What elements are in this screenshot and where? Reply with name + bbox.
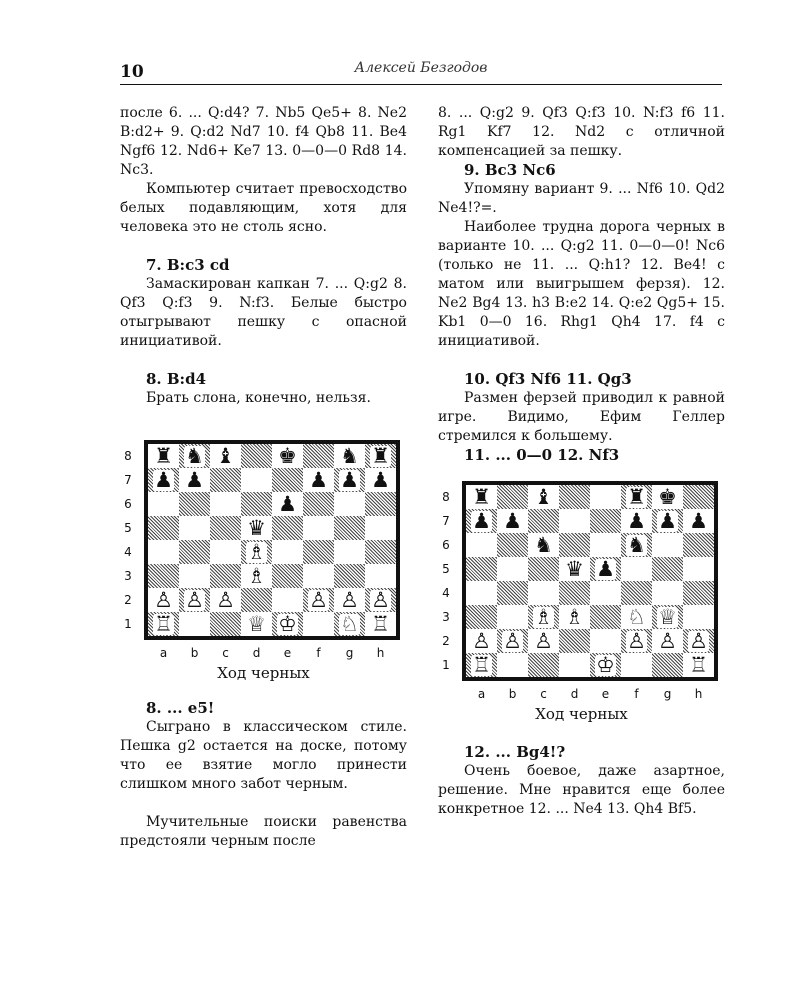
board-square — [590, 485, 621, 509]
board-square — [559, 509, 590, 533]
board-square — [528, 509, 559, 533]
left-column — [120, 104, 407, 851]
board-square — [652, 485, 683, 509]
board-square — [210, 516, 241, 540]
board-square — [497, 509, 528, 533]
move-heading: 12. ... Bg4!? — [464, 743, 566, 761]
chess-piece: ♙ — [216, 587, 235, 612]
board-square — [497, 605, 528, 629]
board-square — [365, 540, 396, 564]
board-square — [466, 557, 497, 581]
board-square — [241, 540, 272, 564]
board-square — [148, 468, 179, 492]
rank-label: 6 — [442, 538, 450, 552]
chess-piece: ♙ — [658, 628, 677, 653]
chess-piece: ♜ — [472, 484, 491, 509]
chess-piece: ♞ — [340, 443, 359, 468]
chess-piece: ♖ — [689, 652, 708, 677]
board-square — [621, 557, 652, 581]
board-square — [272, 516, 303, 540]
board-square — [210, 540, 241, 564]
file-label: h — [694, 687, 703, 701]
board-square — [179, 588, 210, 612]
board-square — [466, 485, 497, 509]
chess-piece: ♙ — [689, 628, 708, 653]
file-label: g — [345, 646, 354, 660]
board-square — [559, 629, 590, 653]
paragraph: Брать слона, конечно, нельзя. — [146, 390, 371, 406]
rank-label: 3 — [442, 610, 450, 624]
file-label: h — [376, 646, 385, 660]
file-label: f — [316, 646, 321, 660]
board-square — [683, 509, 714, 533]
rank-label: 5 — [442, 562, 450, 576]
board-square — [590, 533, 621, 557]
chess-piece: ♟ — [596, 556, 615, 581]
board-square — [272, 468, 303, 492]
right-column — [438, 104, 725, 819]
board-square — [652, 557, 683, 581]
board-square — [365, 516, 396, 540]
board-square — [148, 444, 179, 468]
chess-piece: ♔ — [596, 652, 615, 677]
board-square — [497, 533, 528, 557]
chess-piece: ♙ — [627, 628, 646, 653]
board-square — [303, 540, 334, 564]
diagram-caption: Ход черных — [217, 664, 310, 682]
file-label: c — [222, 646, 229, 660]
chess-piece: ♖ — [154, 611, 173, 636]
board-square — [179, 516, 210, 540]
board-square — [621, 533, 652, 557]
move-heading: 10. Qf3 Nf6 11. Qg3 — [464, 370, 632, 388]
rank-label: 4 — [442, 586, 450, 600]
chess-piece: ♜ — [627, 484, 646, 509]
paragraph: Замаскирован капкан 7. ... Q:g2 8. Qf3 Q:f3 9. N:f3. Белые быстро отыгрывают пешку с опасной инициативой. — [120, 276, 407, 349]
board-square — [365, 588, 396, 612]
file-label: d — [570, 687, 579, 701]
board-square — [528, 653, 559, 677]
chess-piece: ♞ — [627, 532, 646, 557]
board-square — [303, 588, 334, 612]
chess-diagram — [120, 438, 407, 664]
chess-piece: ♟ — [340, 467, 359, 492]
chess-piece: ♙ — [472, 628, 491, 653]
board-square — [621, 629, 652, 653]
paragraph: 8. ... Q:g2 9. Qf3 Q:f3 10. N:f3 f6 11. Rg1 Kf7 12. Nd2 с отличной компенсацией за пешку. — [438, 105, 725, 159]
board-square — [621, 485, 652, 509]
diagram-caption: Ход черных — [535, 705, 628, 723]
chess-piece: ♟ — [278, 491, 297, 516]
board-square — [559, 581, 590, 605]
chess-piece: ♙ — [503, 628, 522, 653]
paragraph: Очень боевое, даже азартное, решение. Мне нравится еще более конкретное 12. ... Ne4 13. Qh4 Bf5. — [438, 763, 725, 817]
board-square — [179, 444, 210, 468]
board-square — [559, 605, 590, 629]
file-label: b — [190, 646, 199, 660]
board-square — [365, 468, 396, 492]
board-square — [528, 557, 559, 581]
running-head: Алексей Безгодов — [354, 60, 488, 76]
board-square — [652, 509, 683, 533]
board-square — [528, 629, 559, 653]
board-square — [621, 653, 652, 677]
board-square — [559, 557, 590, 581]
board-square — [683, 533, 714, 557]
chess-piece: ♗ — [247, 563, 266, 588]
chess-piece: ♚ — [658, 484, 677, 509]
board-square — [303, 564, 334, 588]
board-square — [652, 653, 683, 677]
board-square — [303, 612, 334, 636]
chess-piece: ♘ — [627, 604, 646, 629]
board-square — [241, 612, 272, 636]
board-square — [334, 540, 365, 564]
board-square — [683, 557, 714, 581]
board-square — [303, 468, 334, 492]
chess-piece: ♙ — [154, 587, 173, 612]
chess-piece: ♞ — [185, 443, 204, 468]
rank-label: 2 — [124, 593, 132, 607]
file-label: b — [508, 687, 517, 701]
chess-piece: ♟ — [185, 467, 204, 492]
chess-piece: ♞ — [534, 532, 553, 557]
board-square — [303, 444, 334, 468]
chess-piece: ♟ — [503, 508, 522, 533]
board-square — [210, 612, 241, 636]
board-square — [334, 564, 365, 588]
board-square — [334, 444, 365, 468]
board-square — [652, 581, 683, 605]
page-number: 10 — [120, 62, 144, 82]
board-square — [241, 516, 272, 540]
board-square — [210, 468, 241, 492]
board-square — [466, 509, 497, 533]
board-square — [528, 581, 559, 605]
paragraph: Размен ферзей приводил к равной игре. Видимо, Ефим Геллер стремился к большему. — [438, 390, 725, 444]
chess-piece: ♛ — [247, 515, 266, 540]
chess-piece: ♟ — [627, 508, 646, 533]
chess-diagram — [438, 479, 725, 705]
chess-piece: ♛ — [565, 556, 584, 581]
board-square — [590, 653, 621, 677]
board-square — [365, 492, 396, 516]
paragraph: Компьютер считает превосходство белых подавляющим, хотя для человека это не столь ясно. — [120, 181, 407, 235]
rank-label: 5 — [124, 521, 132, 535]
board-square — [528, 485, 559, 509]
chess-piece: ♟ — [472, 508, 491, 533]
file-label: d — [252, 646, 261, 660]
board-square — [272, 564, 303, 588]
board-square — [272, 612, 303, 636]
board-square — [210, 444, 241, 468]
board-square — [590, 509, 621, 533]
board-square — [179, 468, 210, 492]
board-square — [590, 581, 621, 605]
page-header — [120, 58, 722, 85]
board-square — [179, 492, 210, 516]
file-label: c — [540, 687, 547, 701]
board-square — [559, 533, 590, 557]
board-square — [365, 612, 396, 636]
board-square — [590, 605, 621, 629]
board-square — [334, 588, 365, 612]
chess-piece: ♜ — [154, 443, 173, 468]
board-square — [303, 492, 334, 516]
board-square — [148, 588, 179, 612]
board-square — [148, 516, 179, 540]
paragraph: Наиболее трудна дорога черных в варианте 10. ... Q:g2 11. 0—0—0! Nc6 (только не 11. ... Q:h1? 12. Be4! с матом или выигрышем ферзя). 12. Ne2 Bg4 13. h3 B:e2 14. Q:e2 Qg5+ 15. Kb1 0—0 16. Rhg1 Qh4 17. f4 с инициативой. — [438, 219, 725, 349]
board-square — [621, 581, 652, 605]
chess-piece: ♗ — [247, 539, 266, 564]
chess-piece: ♟ — [309, 467, 328, 492]
rank-label: 8 — [124, 449, 132, 463]
board-square — [559, 485, 590, 509]
paragraph: Сыграно в классическом стиле. Пешка g2 остается на доске, потому что ее взятие могло принести слишком много забот черным. — [120, 719, 407, 792]
board-square — [528, 605, 559, 629]
board-square — [241, 468, 272, 492]
file-label: e — [283, 646, 292, 660]
board-square — [334, 492, 365, 516]
chess-piece: ♝ — [216, 443, 235, 468]
chess-piece: ♙ — [340, 587, 359, 612]
board-square — [210, 564, 241, 588]
rank-label: 8 — [442, 490, 450, 504]
board-square — [466, 629, 497, 653]
board-square — [148, 492, 179, 516]
board-square — [683, 629, 714, 653]
chess-piece: ♙ — [309, 587, 328, 612]
board-square — [365, 564, 396, 588]
chess-piece: ♟ — [371, 467, 390, 492]
file-label: a — [159, 646, 168, 660]
board-square — [241, 588, 272, 612]
move-heading: 11. ... 0—0 12. Nf3 — [464, 446, 620, 464]
board-square — [466, 653, 497, 677]
paragraph: после 6. ... Q:d4? 7. Nb5 Qe5+ 8. Ne2 B:d2+ 9. Q:d2 Nd7 10. f4 Qb8 11. Be4 Ngf6 12. Nd6+ Ke7 13. 0—0—0 Rd8 14. Nc3. — [120, 105, 407, 178]
paragraph: Упомяну вариант 9. ... Nf6 10. Qd2 Ne4!?=. — [438, 181, 725, 216]
board-square — [621, 605, 652, 629]
board-square — [210, 588, 241, 612]
board-square — [365, 444, 396, 468]
board-square — [272, 444, 303, 468]
board-square — [334, 612, 365, 636]
rank-label: 7 — [124, 473, 132, 487]
board-square — [497, 581, 528, 605]
board-square — [497, 557, 528, 581]
chess-piece: ♚ — [278, 443, 297, 468]
chess-piece: ♟ — [689, 508, 708, 533]
chess-board — [462, 481, 718, 681]
rank-label: 6 — [124, 497, 132, 511]
board-square — [241, 444, 272, 468]
board-square — [590, 629, 621, 653]
board-square — [652, 533, 683, 557]
file-label: g — [663, 687, 672, 701]
board-square — [683, 605, 714, 629]
chess-piece: ♕ — [247, 611, 266, 636]
board-square — [466, 533, 497, 557]
chess-board — [144, 440, 400, 640]
board-square — [272, 492, 303, 516]
chess-piece: ♖ — [371, 611, 390, 636]
chess-piece: ♜ — [371, 443, 390, 468]
move-heading: 8. B:d4 — [146, 370, 207, 388]
board-square — [466, 581, 497, 605]
board-square — [652, 629, 683, 653]
board-square — [179, 564, 210, 588]
rank-label: 4 — [124, 545, 132, 559]
board-square — [334, 516, 365, 540]
chess-piece: ♘ — [340, 611, 359, 636]
board-square — [497, 629, 528, 653]
chess-piece: ♟ — [154, 467, 173, 492]
board-square — [148, 540, 179, 564]
file-label: a — [477, 687, 486, 701]
chess-piece: ♟ — [658, 508, 677, 533]
board-square — [179, 612, 210, 636]
chess-piece: ♝ — [534, 484, 553, 509]
board-square — [621, 509, 652, 533]
file-label: e — [601, 687, 610, 701]
board-square — [334, 468, 365, 492]
board-square — [528, 533, 559, 557]
chess-piece: ♙ — [185, 587, 204, 612]
chess-piece: ♗ — [565, 604, 584, 629]
board-square — [179, 540, 210, 564]
board-square — [303, 516, 334, 540]
rank-label: 1 — [442, 658, 450, 672]
board-square — [210, 492, 241, 516]
board-square — [148, 612, 179, 636]
board-square — [497, 653, 528, 677]
move-heading: 8. ... e5! — [146, 699, 215, 717]
rank-label: 1 — [124, 617, 132, 631]
board-square — [466, 605, 497, 629]
paragraph: Мучительные поиски равенства предстояли черным после — [120, 814, 407, 849]
board-square — [559, 653, 590, 677]
board-square — [683, 581, 714, 605]
board-square — [683, 653, 714, 677]
board-square — [590, 557, 621, 581]
rank-label: 7 — [442, 514, 450, 528]
board-square — [272, 588, 303, 612]
chess-piece: ♔ — [278, 611, 297, 636]
chess-piece: ♙ — [534, 628, 553, 653]
chess-piece: ♗ — [534, 604, 553, 629]
rank-label: 3 — [124, 569, 132, 583]
board-square — [241, 564, 272, 588]
file-label: f — [634, 687, 639, 701]
board-square — [272, 540, 303, 564]
board-square — [497, 485, 528, 509]
move-heading: 9. Bc3 Nc6 — [464, 161, 556, 179]
board-square — [652, 605, 683, 629]
board-square — [241, 492, 272, 516]
chess-piece: ♙ — [371, 587, 390, 612]
move-heading: 7. B:c3 cd — [146, 256, 230, 274]
chess-piece: ♕ — [658, 604, 677, 629]
chess-piece: ♖ — [472, 652, 491, 677]
board-square — [148, 564, 179, 588]
board-square — [683, 485, 714, 509]
rank-label: 2 — [442, 634, 450, 648]
